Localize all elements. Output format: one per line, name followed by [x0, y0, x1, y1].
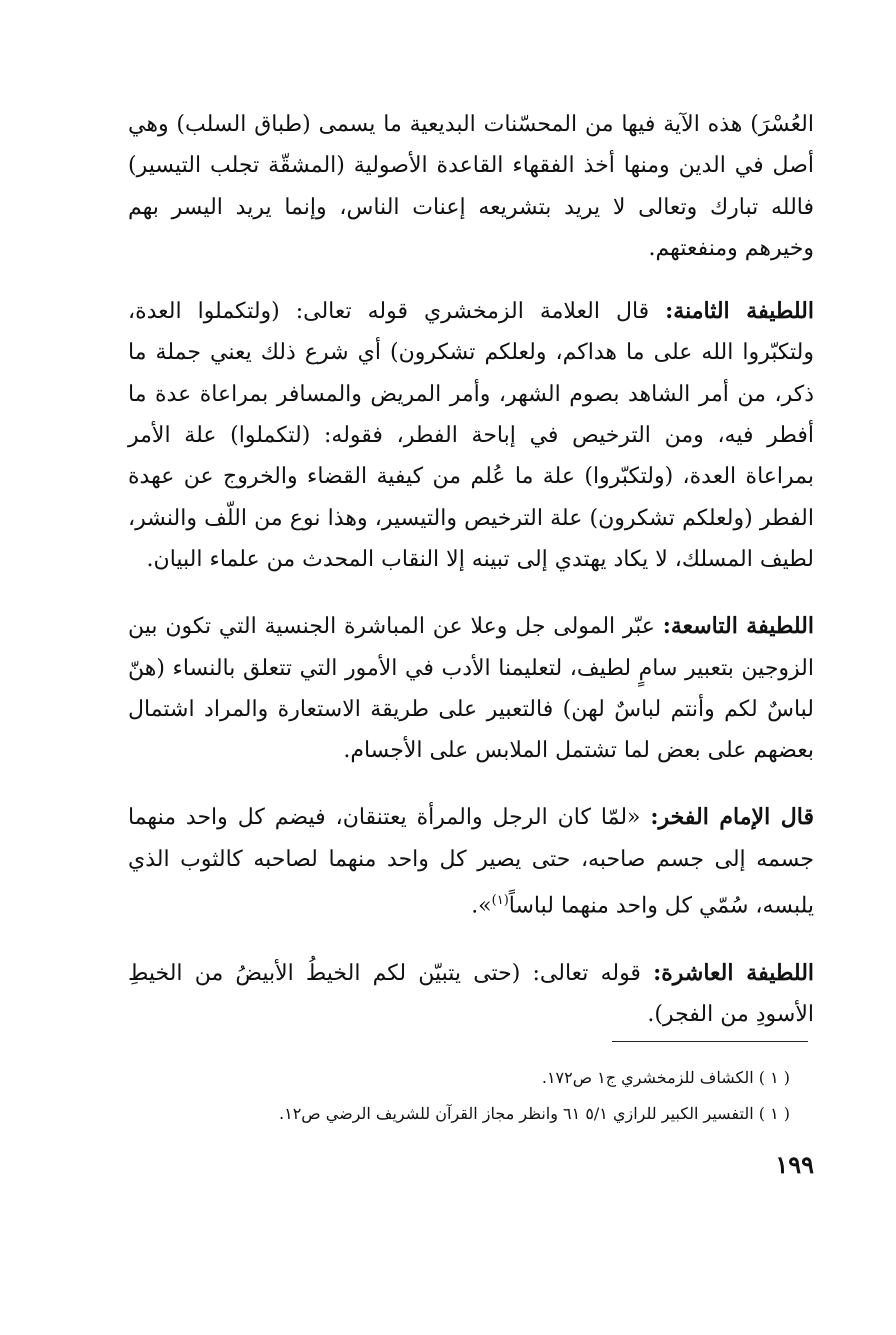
paragraph-4	[128, 797, 814, 926]
footnote-2: ( ١ ) التفسير الكبير للرازي ٥/١ ٦١ وانظر مجاز القرآن للشريف الرضي ص١٢.	[279, 1104, 790, 1123]
footnote-marker: (١)	[491, 893, 509, 909]
paragraph-4-text: «لمّا كان الرجل والمرأة يعتنقان، فيضم كل واحد منهما جسمه إلى جسم صاحبه، حتى يصير كل واحد منهما لصاحبه كالثوب الذي يلبسه، سُمّي كل واحد منهما لباساً	[128, 805, 814, 919]
footnotes	[150, 1060, 790, 1132]
paragraph-4-heading: قال الإمام الفخر:	[650, 804, 814, 831]
paragraph-5-heading: اللطيفة العاشرة:	[653, 959, 815, 986]
main-text	[128, 104, 814, 1061]
page-number: ١٩٩	[775, 1150, 814, 1179]
paragraph-3-text: عبّر المولى جل وعلا عن المباشرة الجنسية التي تكون بين الزوجين بتعبير سامٍ لطيف، لتعليمنا الأدب في الأمور التي تتعلق بالنساء (هنّ لباسٌ لكم وأنتم لباسٌ لهن) فالتعبير على طريقة الاستعارة والمراد اشتمال بعضهم على بعض لما تشتمل الملابس على الأجسام.	[128, 614, 814, 764]
paragraph-5-text: قوله تعالى: (حتى يتبيّن لكم الخيطُ الأبيضُ من الخيطِ الأسودِ من الفجر).	[128, 960, 814, 1027]
footnote-divider	[612, 1041, 808, 1042]
paragraph-1-text: العُسْرَ) هذه الآية فيها من المحسّنات البديعية ما يسمى (طباق السلب) وهي أصل في الدين ومنها أخذ الفقهاء القاعدة الأصولية (المشقّة تجلب التيسير) فالله تبارك وتعالى لا يريد بتشريعه إعنات الناس، وإنما يريد اليسر بهم وخيرهم ومنفعتهم.	[128, 112, 815, 261]
paragraph-2-text: قال العلامة الزمخشري قوله تعالى: (ولتكملوا العدة، ولتكبّروا الله على ما هداكم، ولعلكم تشكرون) أي شرع ذلك يعني جملة ما ذكر، من أمر الشاهد بصوم الشهر، وأمر المريض والمسافر بمراعاة عدة ما أفطر فيه، ومن الترخيص في إباحة الفطر، فقوله: (لتكملوا) علة الأمر بمراعاة العدة، (ولتكبّروا) علة ما عُلم من كيفية القضاء والخروج عن عهدة الفطر (ولعلكم تشكرون) علة الترخيص والتيسير، وهذا نوع من اللّف والنشر، لطيف المسلك، لا يكاد يهتدي إلى تبينه إلا النقاب المحدث من علماء البيان.	[128, 299, 814, 572]
paragraph-3	[128, 606, 814, 771]
paragraph-1	[128, 104, 814, 269]
paragraph-4-tail: ».	[471, 893, 492, 919]
paragraph-5	[128, 953, 814, 1036]
paragraph-3-heading: اللطيفة التاسعة:	[662, 613, 815, 640]
footnote-1: ( ١ ) الكشاف للزمخشري ج١ ص١٧٢.	[541, 1068, 790, 1087]
paragraph-2-heading: اللطيفة الثامنة:	[665, 298, 814, 325]
paragraph-2	[128, 291, 814, 580]
